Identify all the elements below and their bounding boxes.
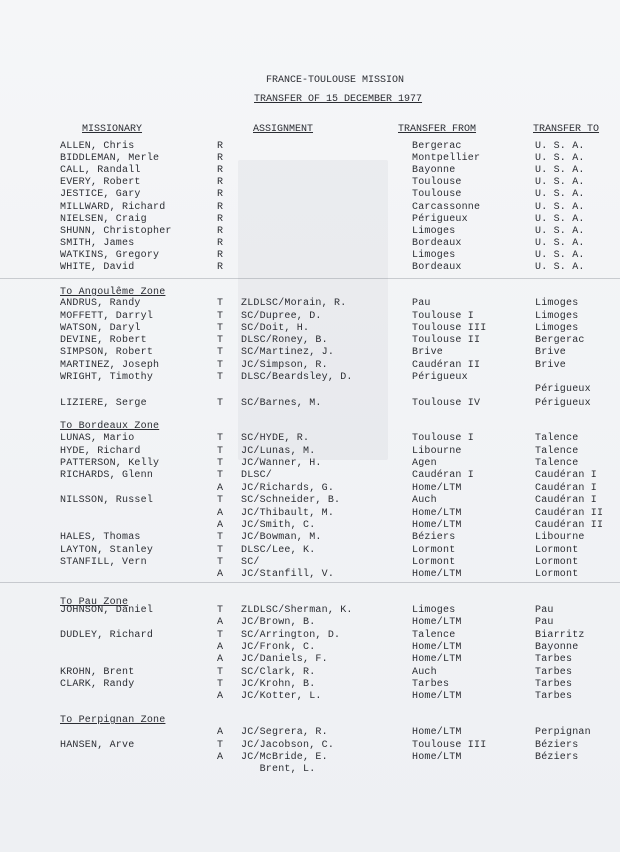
transfer-to: U. S. A. — [535, 177, 585, 188]
transfer-code: R — [217, 262, 224, 273]
transfer-from: Limoges — [412, 605, 456, 616]
missionary-name: CLARK, Randy — [60, 679, 135, 690]
assignment: DLSC/Beardsley, D. — [241, 372, 353, 383]
transfer-from: Toulouse I — [412, 433, 475, 444]
transfer-code: T — [217, 298, 224, 309]
page-fold-line — [0, 278, 620, 279]
transfer-from: Home/LTM — [412, 617, 462, 628]
transfer-code: T — [217, 311, 224, 322]
transfer-code: R — [217, 165, 224, 176]
assignment: JC/Brown, B. — [241, 617, 316, 628]
zone-heading: To Pau Zone — [60, 597, 129, 608]
transfer-from: Agen — [412, 458, 437, 469]
header-assignment: ASSIGNMENT — [253, 124, 314, 135]
missionary-name: PATTERSON, Kelly — [60, 458, 160, 469]
transfer-code: A — [217, 520, 224, 531]
transfer-from: Home/LTM — [412, 569, 462, 580]
missionary-name: SHUNN, Christopher — [60, 226, 172, 237]
missionary-name: MILLWARD, Richard — [60, 202, 166, 213]
transfer-code: T — [217, 667, 224, 678]
transfer-code: R — [217, 250, 224, 261]
transfer-from: Toulouse — [412, 189, 462, 200]
transfer-to: Caudéran I — [535, 495, 598, 506]
assignment: JC/Stanfill, V. — [241, 569, 335, 580]
transfer-to: Tarbes — [535, 667, 573, 678]
missionary-name: ANDRUS, Randy — [60, 298, 141, 309]
document-title: FRANCE-TOULOUSE MISSION — [266, 75, 405, 86]
transfer-code: R — [217, 141, 224, 152]
assignment: JC/McBride, E. — [241, 752, 328, 763]
transfer-from: Toulouse II — [412, 335, 481, 346]
missionary-name: WATSON, Daryl — [60, 323, 141, 334]
transfer-code: A — [217, 691, 224, 702]
missionary-name: DUDLEY, Richard — [60, 630, 154, 641]
transfer-code: T — [217, 323, 224, 334]
missionary-name: MOFFETT, Darryl — [60, 311, 154, 322]
transfer-code: R — [217, 189, 224, 200]
missionary-name: DEVINE, Robert — [60, 335, 147, 346]
transfer-to: Pau — [535, 605, 554, 616]
transfer-to: Brive — [535, 347, 567, 358]
transfer-to: Brive — [535, 360, 567, 371]
assignment: ZLDLSC/Morain, R. — [241, 298, 347, 309]
header-transfer-to: TRANSFER TO — [533, 124, 600, 135]
transfer-from: Lormont — [412, 545, 456, 556]
transfer-from: Bayonne — [412, 165, 456, 176]
transfer-to: Bayonne — [535, 642, 579, 653]
transfer-to: U. S. A. — [535, 153, 585, 164]
assignment: SC/Barnes, M. — [241, 398, 322, 409]
transfer-to: Tarbes — [535, 679, 573, 690]
assignment: JC/Richards, G. — [241, 483, 335, 494]
missionary-name: LIZIERE, Serge — [60, 398, 147, 409]
transfer-code: A — [217, 642, 224, 653]
transfer-from: Toulouse III — [412, 323, 487, 334]
missionary-name: NIELSEN, Craig — [60, 214, 147, 225]
assignment: JC/Bowman, M. — [241, 532, 322, 543]
transfer-code: R — [217, 226, 224, 237]
transfer-from: Limoges — [412, 226, 456, 237]
transfer-from: Périgueux — [412, 214, 468, 225]
transfer-to: Pau — [535, 617, 554, 628]
transfer-from: Auch — [412, 495, 437, 506]
transfer-to: Tarbes — [535, 691, 573, 702]
transfer-to: Lormont — [535, 545, 579, 556]
header-transfer-from: TRANSFER FROM — [398, 124, 477, 135]
missionary-name: CALL, Randall — [60, 165, 141, 176]
assignment: SC/Dupree, D. — [241, 311, 322, 322]
missionary-name: BIDDLEMAN, Merle — [60, 153, 160, 164]
transfer-to: Caudéran I — [535, 470, 598, 481]
transfer-code: T — [217, 433, 224, 444]
assignment: JC/Daniels, F. — [241, 654, 328, 665]
transfer-to: Périgueux — [535, 384, 591, 395]
transfer-to: Biarritz — [535, 630, 585, 641]
transfer-code: R — [217, 214, 224, 225]
transfer-code: A — [217, 617, 224, 628]
missionary-name: LUNAS, Mario — [60, 433, 135, 444]
transfer-from: Carcassonne — [412, 202, 481, 213]
transfer-code: T — [217, 495, 224, 506]
transfer-code: T — [217, 347, 224, 358]
missionary-name: KROHN, Brent — [60, 667, 135, 678]
transfer-to: U. S. A. — [535, 189, 585, 200]
transfer-to: Béziers — [535, 740, 579, 751]
transfer-from: Caudéran II — [412, 360, 481, 371]
assignment: Brent, L. — [241, 764, 316, 775]
transfer-code: T — [217, 446, 224, 457]
transfer-from: Limoges — [412, 250, 456, 261]
assignment: SC/ — [241, 557, 260, 568]
zone-heading: To Perpignan Zone — [60, 715, 166, 726]
transfer-code: T — [217, 630, 224, 641]
transfer-from: Montpellier — [412, 153, 481, 164]
transfer-to: Lormont — [535, 557, 579, 568]
assignment: JC/Fronk, C. — [241, 642, 316, 653]
transfer-to: Limoges — [535, 323, 579, 334]
assignment: SC/HYDE, R. — [241, 433, 310, 444]
missionary-name: EVERY, Robert — [60, 177, 141, 188]
document-subtitle: TRANSFER OF 15 DECEMBER 1977 — [254, 94, 423, 105]
transfer-from: Home/LTM — [412, 508, 462, 519]
assignment: JC/Thibault, M. — [241, 508, 335, 519]
assignment: SC/Clark, R. — [241, 667, 316, 678]
missionary-name: ALLEN, Chris — [60, 141, 135, 152]
transfer-code: T — [217, 470, 224, 481]
assignment: SC/Schneider, B. — [241, 495, 341, 506]
transfer-from: Toulouse IV — [412, 398, 481, 409]
missionary-name: RICHARDS, Glenn — [60, 470, 154, 481]
transfer-to: Libourne — [535, 532, 585, 543]
transfer-code: T — [217, 740, 224, 751]
assignment: JC/Krohn, B. — [241, 679, 316, 690]
assignment: DLSC/Roney, B. — [241, 335, 328, 346]
zone-heading: To Bordeaux Zone — [60, 421, 160, 432]
transfer-code: T — [217, 458, 224, 469]
transfer-from: Lormont — [412, 557, 456, 568]
assignment: JC/Kotter, L. — [241, 691, 322, 702]
transfer-from: Bordeaux — [412, 262, 462, 273]
transfer-from: Auch — [412, 667, 437, 678]
missionary-name: SIMPSON, Robert — [60, 347, 154, 358]
transfer-to: U. S. A. — [535, 214, 585, 225]
missionary-name: HYDE, Richard — [60, 446, 141, 457]
transfer-from: Home/LTM — [412, 654, 462, 665]
transfer-code: R — [217, 153, 224, 164]
transfer-code: A — [217, 752, 224, 763]
transfer-from: Bergerac — [412, 141, 462, 152]
transfer-to: Béziers — [535, 752, 579, 763]
assignment: JC/Smith, C. — [241, 520, 316, 531]
transfer-code: T — [217, 557, 224, 568]
transfer-code: A — [217, 727, 224, 738]
transfer-to: U. S. A. — [535, 226, 585, 237]
transfer-code: A — [217, 483, 224, 494]
transfer-from: Périgueux — [412, 372, 468, 383]
assignment: JC/Segrera, R. — [241, 727, 328, 738]
missionary-name: HALES, Thomas — [60, 532, 141, 543]
transfer-from: Tarbes — [412, 679, 450, 690]
assignment: JC/Simpson, R. — [241, 360, 328, 371]
transfer-from: Caudéran I — [412, 470, 475, 481]
transfer-from: Home/LTM — [412, 642, 462, 653]
zone-heading: To Angoulême Zone — [60, 287, 166, 298]
missionary-name: WRIGHT, Timothy — [60, 372, 154, 383]
transfer-code: T — [217, 605, 224, 616]
header-missionary: MISSIONARY — [82, 124, 143, 135]
transfer-from: Home/LTM — [412, 752, 462, 763]
transfer-to: Limoges — [535, 298, 579, 309]
assignment: JC/Lunas, M. — [241, 446, 316, 457]
assignment: ZLDLSC/Sherman, K. — [241, 605, 353, 616]
transfer-code: T — [217, 372, 224, 383]
assignment: SC/Arrington, D. — [241, 630, 341, 641]
transfer-to: Caudéran II — [535, 520, 604, 531]
transfer-to: U. S. A. — [535, 238, 585, 249]
transfer-to: U. S. A. — [535, 250, 585, 261]
missionary-name: LAYTON, Stanley — [60, 545, 154, 556]
transfer-from: Toulouse — [412, 177, 462, 188]
transfer-code: R — [217, 202, 224, 213]
transfer-to: Perpignan — [535, 727, 591, 738]
missionary-name: SMITH, James — [60, 238, 135, 249]
transfer-from: Toulouse I — [412, 311, 475, 322]
assignment: SC/Doit, H. — [241, 323, 310, 334]
transfer-to: Talence — [535, 433, 579, 444]
assignment: SC/Martinez, J. — [241, 347, 335, 358]
transfer-code: A — [217, 508, 224, 519]
bleed-through-shadow — [238, 160, 388, 460]
transfer-to: Périgueux — [535, 398, 591, 409]
assignment: DLSC/ — [241, 470, 273, 481]
transfer-code: T — [217, 532, 224, 543]
transfer-code: T — [217, 545, 224, 556]
missionary-name: NILSSON, Russel — [60, 495, 154, 506]
transfer-from: Bordeaux — [412, 238, 462, 249]
transfer-code: T — [217, 335, 224, 346]
transfer-from: Toulouse III — [412, 740, 487, 751]
missionary-name: MARTINEZ, Joseph — [60, 360, 160, 371]
transfer-to: Caudéran I — [535, 483, 598, 494]
transfer-from: Home/LTM — [412, 727, 462, 738]
transfer-to: Bergerac — [535, 335, 585, 346]
transfer-to: Limoges — [535, 311, 579, 322]
transfer-to: Tarbes — [535, 654, 573, 665]
transfer-to: Talence — [535, 458, 579, 469]
page-fold-line — [0, 582, 620, 583]
assignment: JC/Jacobson, C. — [241, 740, 335, 751]
missionary-name: JOHNSON, Daniel — [60, 605, 154, 616]
missionary-name: JESTICE, Gary — [60, 189, 141, 200]
missionary-name: HANSEN, Arve — [60, 740, 135, 751]
assignment: JC/Wanner, H. — [241, 458, 322, 469]
missionary-name: WHITE, David — [60, 262, 135, 273]
transfer-from: Pau — [412, 298, 431, 309]
transfer-to: U. S. A. — [535, 262, 585, 273]
transfer-from: Home/LTM — [412, 483, 462, 494]
assignment: DLSC/Lee, K. — [241, 545, 316, 556]
transfer-code: A — [217, 654, 224, 665]
transfer-code: T — [217, 679, 224, 690]
missionary-name: STANFILL, Vern — [60, 557, 147, 568]
transfer-from: Brive — [412, 347, 444, 358]
transfer-to: U. S. A. — [535, 141, 585, 152]
transfer-from: Talence — [412, 630, 456, 641]
transfer-from: Home/LTM — [412, 520, 462, 531]
transfer-from: Libourne — [412, 446, 462, 457]
transfer-code: T — [217, 398, 224, 409]
transfer-to: Talence — [535, 446, 579, 457]
transfer-from: Béziers — [412, 532, 456, 543]
transfer-to: U. S. A. — [535, 165, 585, 176]
transfer-to: Caudéran II — [535, 508, 604, 519]
transfer-to: Lormont — [535, 569, 579, 580]
transfer-code: A — [217, 569, 224, 580]
transfer-to: U. S. A. — [535, 202, 585, 213]
transfer-code: R — [217, 238, 224, 249]
transfer-code: T — [217, 360, 224, 371]
transfer-from: Home/LTM — [412, 691, 462, 702]
transfer-code: R — [217, 177, 224, 188]
missionary-name: WATKINS, Gregory — [60, 250, 160, 261]
